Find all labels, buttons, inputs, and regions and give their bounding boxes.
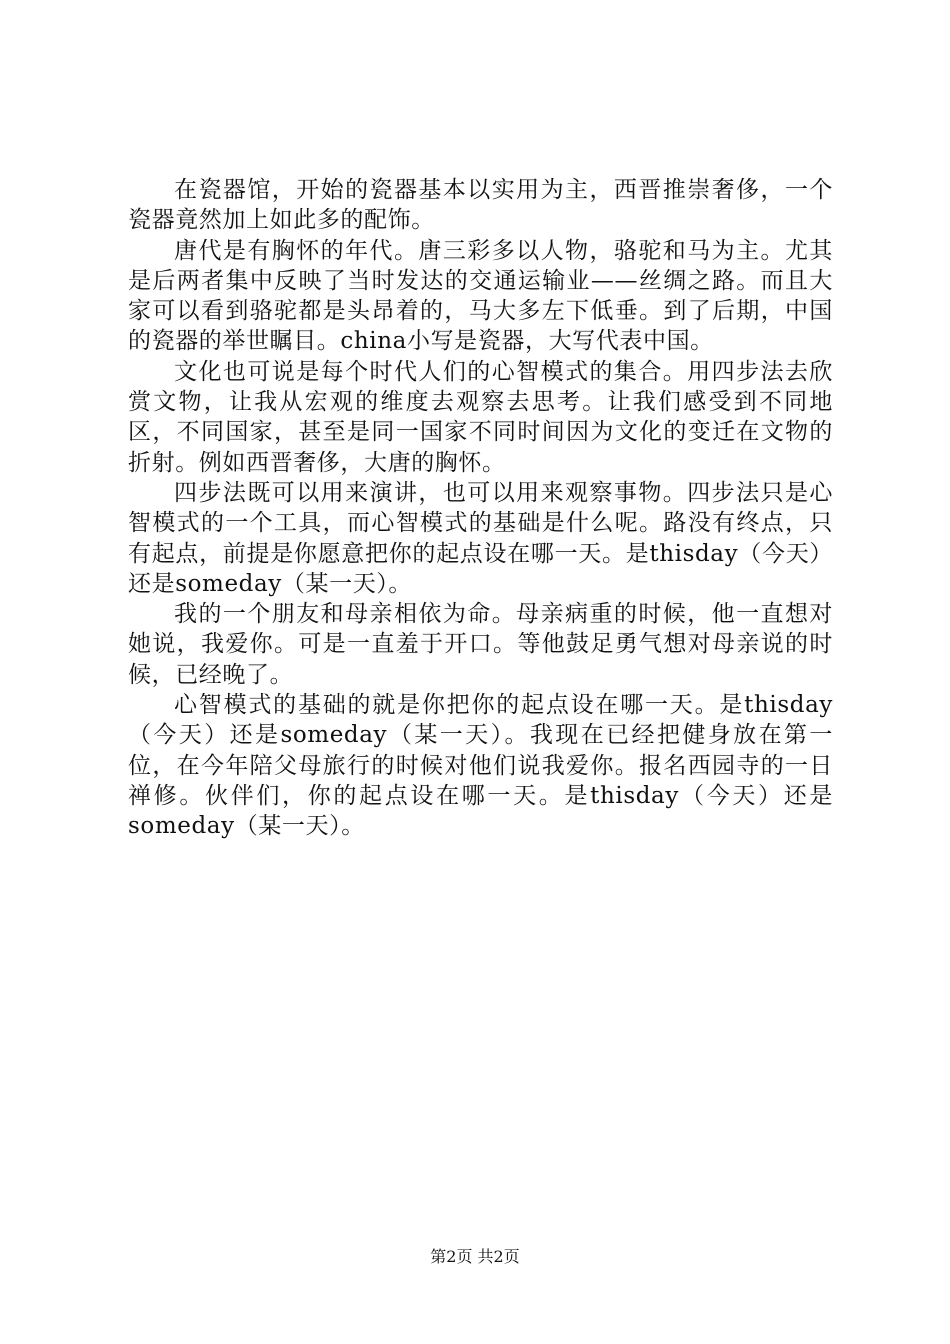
paragraph-friend-mother: 我的一个朋友和母亲相依为命。母亲病重的时候，他一直想对她说，我爱你。可是一直羞于开口。等他鼓足勇气想对母亲说的时候，已经晚了。 <box>128 601 833 688</box>
page-number-footer: 第2页 共2页 <box>430 1247 520 1266</box>
paragraph-four-step-method: 四步法既可以用来演讲，也可以用来观察事物。四步法只是心智模式的一个工具，而心智模式的基础是什么呢。路没有终点，只有起点，前提是你愿意把你的起点设在哪一天。是thisday（今天）还是someday（某一天）。 <box>128 479 833 597</box>
paragraph-porcelain-hall: 在瓷器馆，开始的瓷器基本以实用为主，西晋推崇奢侈，一个瓷器竟然加上如此多的配饰。 <box>128 177 833 234</box>
paragraph-tang-dynasty: 唐代是有胸怀的年代。唐三彩多以人物，骆驼和马为主。尤其是后两者集中反映了当时发达的交通运输业——丝绸之路。而且大家可以看到骆驼都是头昂着的，马大多左下低垂。到了后期，中国的瓷器的举世瞩目。china小写是瓷器，大写代表中国。 <box>128 237 833 355</box>
paragraph-culture-mental-model: 文化也可说是每个时代人们的心智模式的集合。用四步法去欣赏文物，让我从宏观的维度去观察去思考。让我们感受到不同地区，不同国家，甚至是同一国家不同时间因为文化的变迁在文物的折射。例如西晋奢侈，大唐的胸怀。 <box>128 358 833 476</box>
document-body <box>128 175 833 842</box>
paragraph-starting-point: 心智模式的基础的就是你把你的起点设在哪一天。是thisday（今天）还是someday（某一天）。我现在已经把健身放在第一位，在今年陪父母旅行的时候对他们说我爱你。报名西园寺的一日禅修。伙伴们，你的起点设在哪一天。是thisday（今天）还是someday（某一天）。 <box>128 692 833 840</box>
